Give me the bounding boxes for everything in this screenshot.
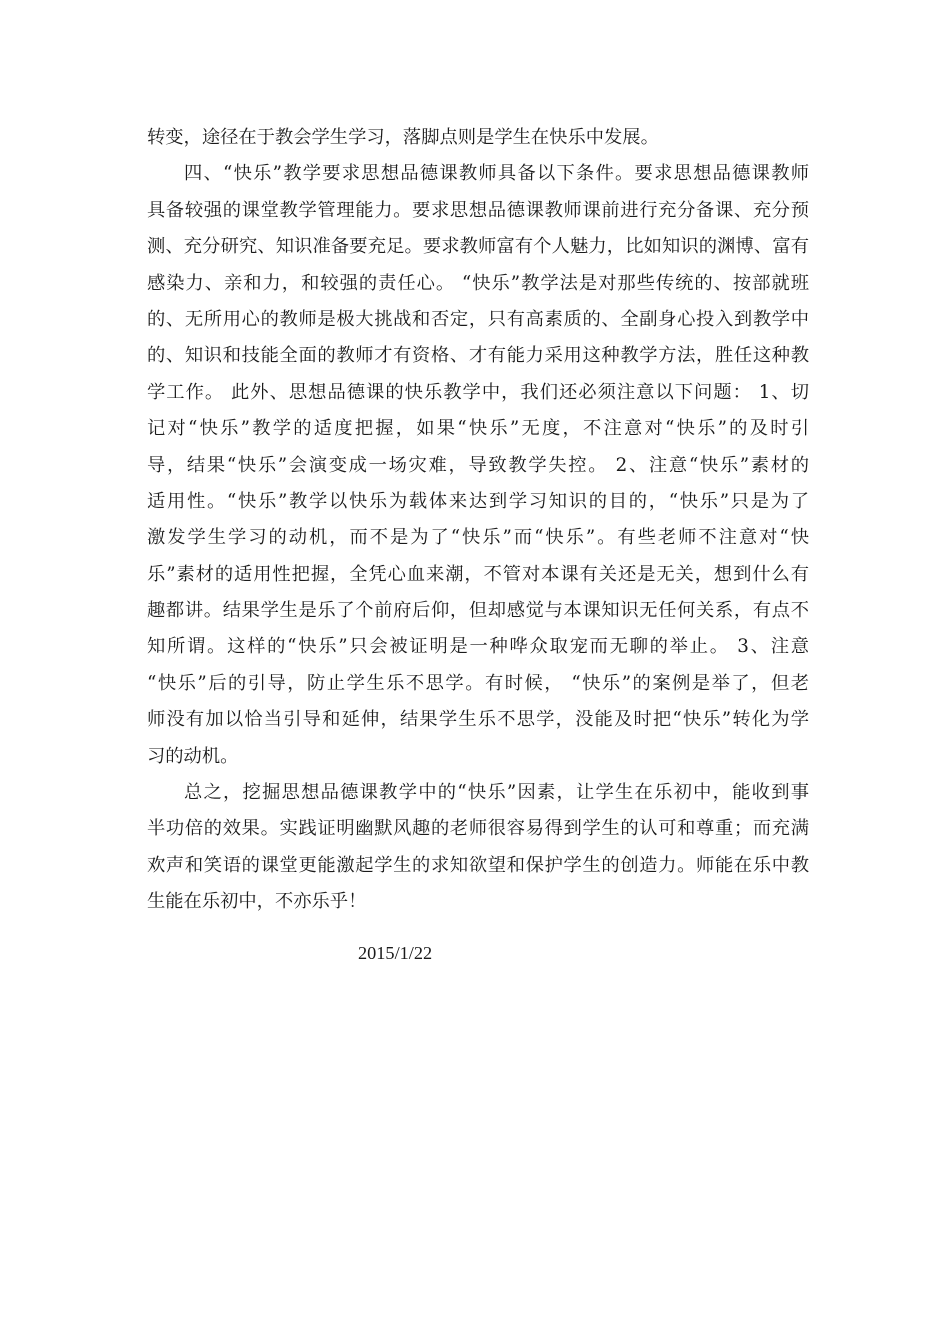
- text-line: 激发学生学习的动机，而不是为了“快乐”而“快乐”。有些老师不注意对“快: [147, 527, 809, 549]
- text-line: 师没有加以恰当引导和延伸，结果学生乐不思学，没能及时把“快乐”转化为学: [147, 709, 809, 731]
- text-line: 的、无所用心的教师是极大挑战和否定，只有高素质的、全副身心投入到教学中: [147, 308, 809, 330]
- text-line: 生能在乐初中，不亦乐乎！: [147, 891, 367, 913]
- text-line: 半功倍的效果。实践证明幽默风趣的老师很容易得到学生的认可和尊重；而充满: [147, 818, 809, 840]
- text-line: 测、充分研究、知识准备要充足。要求教师富有个人魅力，比如知识的渊博、富有: [147, 236, 809, 258]
- text-line: 趣都讲。结果学生是乐了个前府后仰，但却感觉与本课知识无任何关系，有点不: [147, 600, 809, 622]
- text-line: 学工作。 此外、思想品德课的快乐教学中，我们还必须注意以下问题： 1、切: [147, 381, 809, 403]
- text-line: 习的动机。: [147, 745, 239, 767]
- text-line: 转变，途径在于教会学生学习，落脚点则是学生在快乐中发展。: [147, 127, 659, 148]
- text-line: 四、“快乐”教学要求思想品德课教师具备以下条件。要求思想品德课教师: [184, 163, 809, 185]
- text-line: 感染力、亲和力，和较强的责任心。 “快乐”教学法是对那些传统的、按部就班: [147, 272, 809, 294]
- text-line: 适用性。“快乐”教学以快乐为载体来达到学习知识的目的，“快乐”只是为了: [147, 490, 809, 512]
- text-line: 的、知识和技能全面的教师才有资格、才有能力采用这种教学方法，胜任这种教: [147, 345, 809, 367]
- document-date: 2015/1/22: [358, 943, 433, 963]
- document-body: [147, 120, 809, 921]
- text-line: 记对“快乐”教学的适度把握，如果“快乐”无度，不注意对“快乐”的及时引: [147, 418, 809, 440]
- text-line: 具备较强的课堂教学管理能力。要求思想品德课教师课前进行充分备课、充分预: [147, 199, 809, 221]
- text-line: 总之，挖掘思想品德课教学中的“快乐”因素，让学生在乐初中，能收到事: [184, 782, 809, 804]
- text-line: “快乐”后的引导，防止学生乐不思学。有时候， “快乐”的案例是举了，但老: [147, 672, 809, 694]
- text-line: 知所谓。这样的“快乐”只会被证明是一种哗众取宠而无聊的举止。 3、注意: [147, 636, 809, 658]
- text-line: 欢声和笑语的课堂更能激起学生的求知欲望和保护学生的创造力。师能在乐中教: [147, 854, 809, 876]
- text-line: 导，结果“快乐”会演变成一场灾难，导致教学失控。 2、注意“快乐”素材的: [147, 454, 809, 476]
- text-line: 乐”素材的适用性把握，全凭心血来潮，不管对本课有关还是无关，想到什么有: [147, 563, 809, 585]
